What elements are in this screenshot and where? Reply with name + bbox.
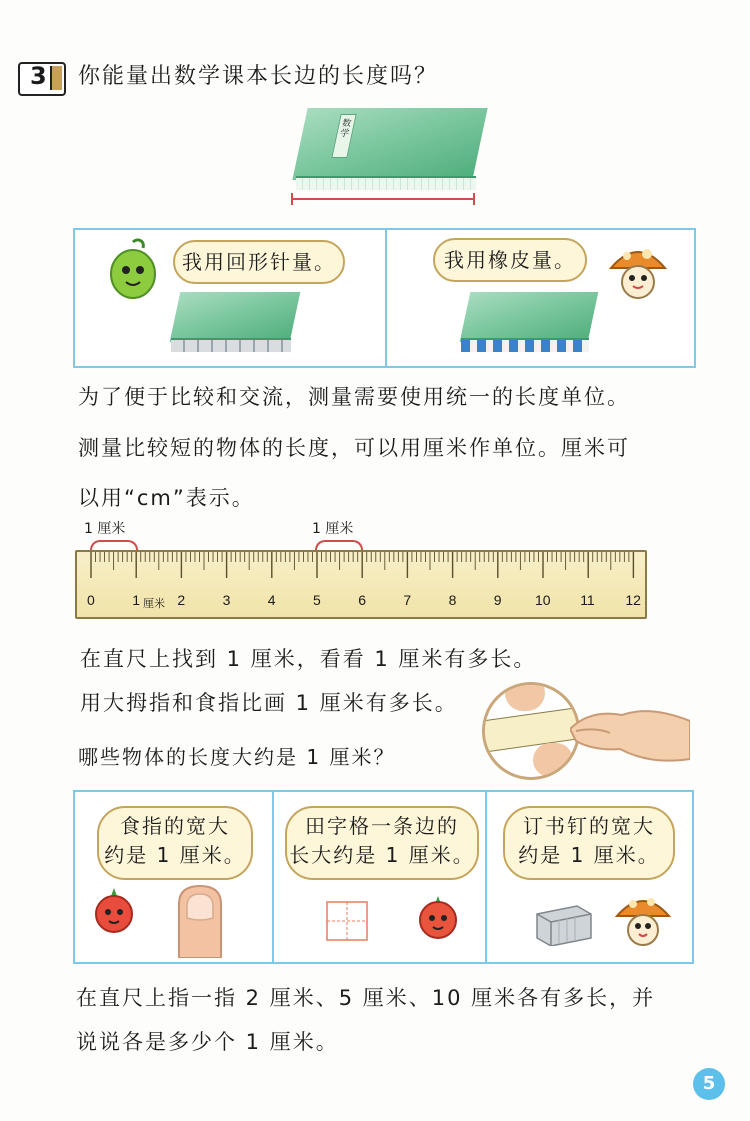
problem-question: 你能量出数学课本长边的长度吗？: [78, 64, 439, 89]
ruler-number-2: 2: [177, 592, 186, 608]
task-line-1: 在直尺上指一指 2 厘米、5 厘米、10 厘米各有多长，并: [76, 986, 656, 1010]
ruler-number-1: 1: [132, 592, 140, 608]
book-spine: [296, 176, 476, 190]
task-line-2: 说说各是多少个 1 厘米。: [76, 1030, 339, 1054]
book-with-erasers: [465, 292, 593, 352]
example-3-line-2: 约是 1 厘米。: [518, 843, 660, 867]
math-textbook-illustration: [300, 108, 480, 190]
example-2-bubble: [285, 806, 479, 880]
instruction-gesture: 用大拇指和食指比画 1 厘米有多长。: [80, 691, 458, 715]
ruler-number-12: 12: [625, 592, 641, 608]
tomato-character-icon-2: [415, 892, 461, 942]
paperclip-speech-text: 我用回形针量。: [182, 250, 336, 274]
ruler-unit-label: 厘米: [143, 598, 165, 610]
ruler-number-10: 10: [535, 592, 551, 608]
staples-icon: [531, 902, 595, 946]
paragraph-line-2: 测量比较短的物体的长度，可以用厘米作单位。厘米可: [78, 436, 630, 460]
examples-divider-2: [485, 792, 487, 962]
ruler-number-7: 7: [403, 592, 412, 608]
example-3-bubble: [503, 806, 675, 880]
finger-tip: [533, 743, 573, 777]
page-number: 5: [693, 1068, 725, 1100]
mushroom-character-icon-2: [613, 890, 673, 950]
paragraph-line-1: 为了便于比较和交流，测量需要使用统一的长度单位。: [78, 385, 630, 409]
eraser-row: [461, 338, 589, 352]
example-1-line-1: 食指的宽大: [120, 814, 230, 838]
eraser-panel: [385, 228, 696, 368]
mushroom-character-icon: [605, 240, 671, 306]
length-arrow: [288, 192, 478, 206]
ruler-brace-label-right: 1 厘米: [312, 521, 354, 537]
instruction-question: 哪些物体的长度大约是 1 厘米？: [78, 745, 396, 769]
ruler-number-3: 3: [222, 592, 231, 608]
problem-number: 3: [30, 62, 47, 90]
paragraph-line-3: 以用“cm”表示。: [78, 486, 255, 510]
instruction-find: 在直尺上找到 1 厘米，看看 1 厘米有多长。: [80, 647, 537, 671]
paperclip-speech-bubble: [173, 240, 345, 284]
examples-divider-1: [272, 792, 274, 962]
ruler-number-11: 11: [580, 592, 595, 608]
ruler-ticks: [77, 552, 645, 592]
index-finger-icon: [175, 884, 225, 958]
ruler-number-0: 0: [87, 592, 95, 608]
tomato-character-icon: [93, 884, 135, 940]
ruler-number-6: 6: [358, 592, 366, 608]
tianzige-grid-icon: [325, 900, 373, 942]
book-cover-small: [170, 292, 301, 342]
eraser-speech-text: 我用橡皮量。: [444, 248, 576, 272]
ruler: [75, 550, 647, 619]
book-icon: [50, 66, 62, 90]
ruler-number-4: 4: [267, 592, 276, 608]
paperclip-panel: [73, 228, 387, 368]
magnified-ruler-circle: [482, 682, 580, 780]
example-3-line-1: 订书钉的宽大: [523, 814, 655, 838]
problem-number-badge: [18, 62, 66, 96]
green-pepper-character-icon: [105, 238, 161, 300]
eraser-speech-bubble: [433, 238, 587, 282]
ruler-number-8: 8: [448, 592, 457, 608]
example-1-line-2: 约是 1 厘米。: [104, 843, 246, 867]
book-cover: [292, 108, 487, 180]
example-2-line-2: 长大约是 1 厘米。: [289, 843, 475, 867]
example-2-line-1: 田字格一条边的: [305, 814, 459, 838]
hand-pinch-icon: [570, 695, 690, 765]
examples-panel: [73, 790, 694, 964]
thumb-tip: [505, 682, 545, 711]
ruler-number-9: 9: [493, 592, 502, 608]
ruler-brace-label-left: 1 厘米: [84, 521, 126, 537]
book-cover-small-2: [460, 292, 599, 342]
book-title: 数学: [338, 119, 353, 139]
example-1-bubble: [97, 806, 253, 880]
book-with-paperclips: [175, 292, 295, 352]
ruler-number-5: 5: [313, 592, 321, 608]
paperclip-row: [171, 338, 291, 352]
